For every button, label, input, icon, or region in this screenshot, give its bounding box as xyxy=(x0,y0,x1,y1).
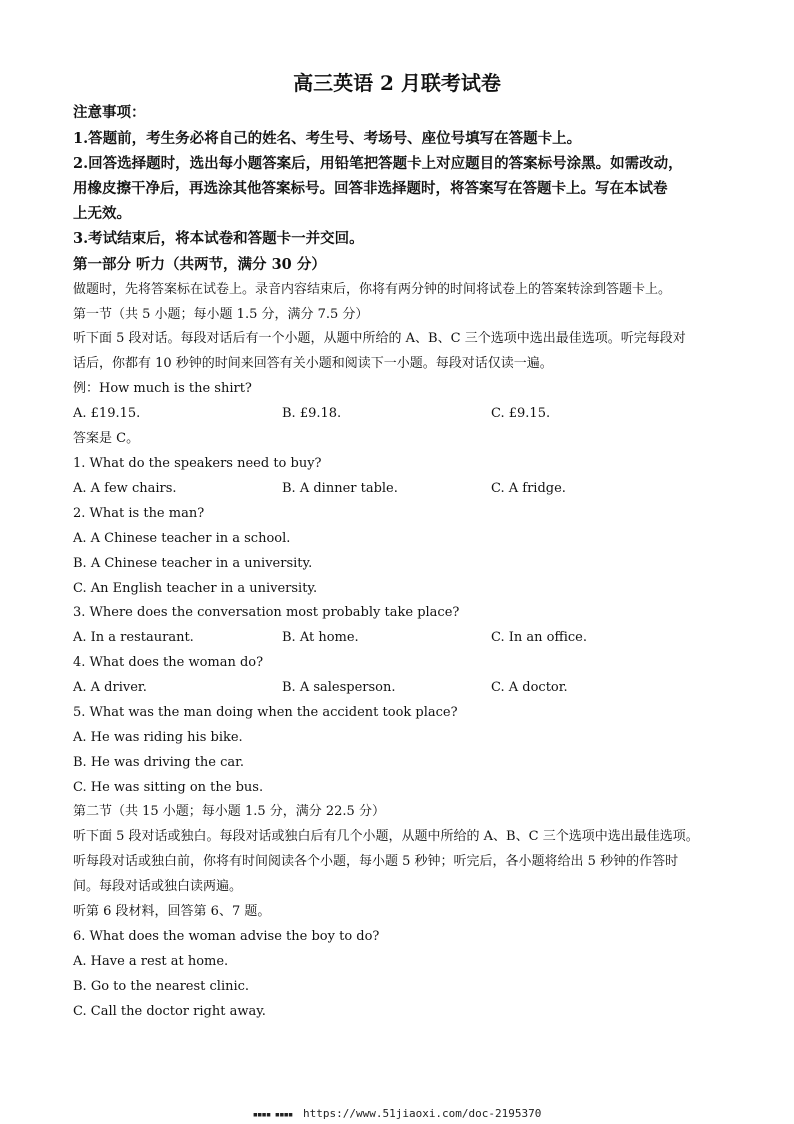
section2-instruction-line-2: 听每段对话或独白前，你将有时间阅读各个小题，每小题 5 秒钟；听完后，各小题将给出 5 秒钟的作答时 xyxy=(73,854,679,869)
q1-option-c: C. A fridge. xyxy=(491,481,566,496)
notice-item-2-line-1: 2.回答选择题时，选出每小题答案后，用铅笔把答题卡上对应题目的答案标号涂黑。如需改动， xyxy=(73,155,683,172)
q3-option-a: A. In a restaurant. xyxy=(73,630,194,645)
section2-heading: 第二节（共 15 小题；每小题 1.5 分，满分 22.5 分） xyxy=(73,804,385,819)
section2-instruction-line-3: 间。每段对话或独白读两遍。 xyxy=(73,879,243,894)
notice-item-3: 3.考试结束后，将本试卷和答题卡一并交回。 xyxy=(73,230,364,247)
question-2: 2. What is the man? xyxy=(73,506,205,521)
example-option-b: B. £9.18. xyxy=(282,406,342,421)
q3-option-b: B. At home. xyxy=(282,630,359,645)
section1-instruction-line-2: 话后，你都有 10 秒钟的时间来回答有关小题和阅读下一小题。每段对话仅读一遍。 xyxy=(73,356,553,371)
footer xyxy=(0,1107,794,1120)
q1-option-a: A. A few chairs. xyxy=(73,481,177,496)
part1-heading: 第一部分 听力（共两节，满分 30 分） xyxy=(73,256,326,273)
q3-option-c: C. In an office. xyxy=(491,630,587,645)
question-6: 6. What does the woman advise the boy to do? xyxy=(73,929,380,944)
q4-option-c: C. A doctor. xyxy=(491,680,568,695)
example-option-c: C. £9.15. xyxy=(491,406,551,421)
example-question: 例：How much is the shirt? xyxy=(73,381,252,396)
section1-instruction-line-1: 听下面 5 段对话。每段对话后有一个小题，从题中所给的 A、B、C 三个选项中选出最佳选项。听完每段对 xyxy=(73,331,686,346)
q5-option-b: B. He was driving the car. xyxy=(73,755,245,770)
part1-instruction: 做题时，先将答案标在试卷上。录音内容结束后，你将有两分钟的时间将试卷上的答案转涂到答题卡上。 xyxy=(73,282,672,297)
notice-item-1: 1.答题前，考生务必将自己的姓名、考生号、考场号、座位号填写在答题卡上。 xyxy=(73,130,582,147)
q6-option-b: B. Go to the nearest clinic. xyxy=(73,979,250,994)
q2-option-a: A. A Chinese teacher in a school. xyxy=(73,531,291,546)
question-5: 5. What was the man doing when the accident took place? xyxy=(73,705,458,720)
example-answer: 答案是 C。 xyxy=(73,431,140,446)
page-title: 高三英语 2 月联考试卷 xyxy=(293,71,501,95)
notice-heading: 注意事项： xyxy=(73,104,146,121)
section1-heading: 第一节（共 5 小题；每小题 1.5 分，满分 7.5 分） xyxy=(73,307,369,322)
q5-option-a: A. He was riding his bike. xyxy=(73,730,243,745)
q4-option-a: A. A driver. xyxy=(73,680,147,695)
notice-item-2-line-2: 用橡皮擦干净后，再选涂其他答案标号。回答非选择题时，将答案写在答题卡上。写在本试卷 xyxy=(73,180,668,197)
section2-instruction-line-1: 听下面 5 段对话或独白。每段对话或独白后有几个小题，从题中所给的 A、B、C 三个选项中选出最佳选项。 xyxy=(73,829,699,844)
notice-item-2-line-3: 上无效。 xyxy=(73,205,131,222)
footer-dots: ▪▪▪▪ ▪▪▪▪ xyxy=(252,1110,293,1120)
question-4: 4. What does the woman do? xyxy=(73,655,264,670)
q4-option-b: B. A salesperson. xyxy=(282,680,396,695)
q2-option-c: C. An English teacher in a university. xyxy=(73,581,318,596)
q6-option-a: A. Have a rest at home. xyxy=(73,954,229,969)
footer-url-link[interactable]: https://www.51jiaoxi.com/doc-2195370 xyxy=(302,1107,542,1120)
q1-option-b: B. A dinner table. xyxy=(282,481,398,496)
question-1: 1. What do the speakers need to buy? xyxy=(73,456,322,471)
q2-option-b: B. A Chinese teacher in a university. xyxy=(73,556,313,571)
q5-option-c: C. He was sitting on the bus. xyxy=(73,780,264,795)
question-3: 3. Where does the conversation most probably take place? xyxy=(73,605,460,620)
material-6-intro: 听第 6 段材料，回答第 6、7 题。 xyxy=(73,904,271,919)
q6-option-c: C. Call the doctor right away. xyxy=(73,1004,266,1019)
example-option-a: A. £19.15. xyxy=(73,406,141,421)
